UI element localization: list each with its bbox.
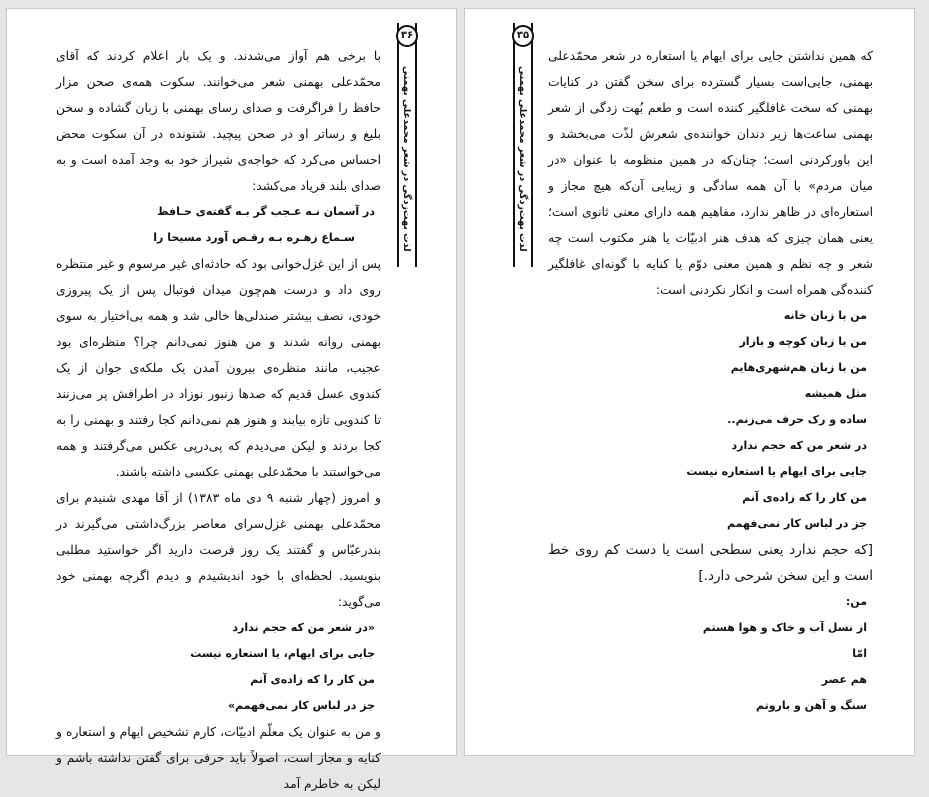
poem-line: سنگ و آهن و باروتم	[755, 699, 867, 712]
paragraph: و امروز (چهار شنبه ۹ دی ماه ۱۳۸۳) از آقا مهدی شنیدم برای محمّدعلی بهمنی غزل‌سرای معاصر بزرگ‌داشتی می‌گیرند در بندرعبّاس و گفتند یک روز فرصت دارید اگر خواستید مطلبی بنویسید. لحظه‌ای با خود اندیشیدم و دیدم اگرچه بهمنی خود می‌گوید:	[56, 491, 381, 609]
poem-line: در شعر من که حجم ندارد	[731, 439, 867, 452]
poem-line: هم عصر	[821, 673, 867, 686]
quoted-line: جز در لباس کار نمی‌فهمم»	[227, 699, 375, 712]
paragraph: پس از این غزل‌خوانی بود که حادثه‌ای غیر مرسوم و غیر منتظره روی داد و درست هم‌چون میدان فوتبال پس از یک پیروزی خودی، نصف بیشتر صندلی‌ها خالی شد و همه بی‌اختیار به سوی بهمنی روانه شدند و من هنوز نمی‌دانم چرا؟ منظره‌ای بود عجیب، مانند منظره‌ی بیرون آمدن یک ملکه‌ی جوان از یک کندوی عسل قدیم که صدها زنبور نوزاد در اطرافش پر می‌زنند تا کندویی تازه بیابند و هنوز هم نمی‌دانم کجا رفتند و بهمنی را به کجا بردند و لیکن می‌دیدم که پی‌درپی عکس می‌گرفتند و همه می‌خواستند با محمّدعلی بهمنی عکسی داشته باشند.	[56, 257, 381, 479]
right-page	[464, 8, 915, 756]
page-number: ۳۶	[396, 25, 418, 47]
running-header-strip	[397, 23, 417, 267]
paragraph: که همین نداشتن جایی برای ایهام یا استعاره در شعر محمّدعلی بهمنی، جایی‌است بسیار گسترده برای سخن گفتن در کنایات بهمنی که سخت غافلگیر کننده است و طعم بُهت زدگی از شعر بهمنی ساعت‌ها زیر دندان خواننده‌ی شعرش لذّت می‌بخشد و این باورکردنی است؛ چنان‌که در همین منظومه با عنوان «در میان مردم» با آن همه سادگی و زیبایی آن‌که هیچ مجاز و استعاره‌ای در ظاهر ندارد، مفاهیم همه دارای معنی ثانوی است؛ یعنی همان چیزی که هدف هنر ادبیّات یا هنر مکتوب است چه شعر و چه نظم و همین معنی دوّم یا کنایه با گونه‌ای غافلگیر کننده‌گی همراه است و انکار نکردنی است:	[548, 49, 873, 297]
bracketed-note: [که حجم ندارد یعنی سطحی است یا دست کم روی خط است و این سخن شرحی دارد.]	[548, 542, 873, 584]
poem-line: از نسل آب و خاک و هوا هستم	[702, 621, 867, 634]
poem-line: من با زبان کوچه و بازار	[739, 335, 867, 348]
running-header: لذت بهت‌زدگی در شعر محمدعلی بهمنی	[401, 66, 412, 252]
left-page	[6, 8, 457, 791]
quoted-line: «در شعر من که حجم ندارد	[232, 621, 375, 634]
poem-line: ساده و رک حرف می‌زنم..	[727, 413, 867, 426]
paragraph: با برخی هم آواز می‌شدند. و یک بار اعلام کردند که آقای محمّدعلی بهمنی شعر می‌خوانند. سکوت همه‌ی صحن مزار حافظ را فراگرفت و صدای رسای بهمنی با زبان گشاده و سخن بلیغ و رساتر او در صحن پیچید. شنونده در آن سکوت محض احساس می‌کرد که خواجه‌ی شیراز خود به وجد آمده است و به صدای بلند فریاد می‌کشد:	[56, 49, 381, 193]
running-header-strip	[513, 23, 533, 267]
page-number: ۳۵	[512, 25, 534, 47]
poem-line: من کار را که زاده‌ی آنم	[742, 491, 867, 504]
poem-line: جایی برای ایهام یا استعاره نیست	[686, 465, 867, 478]
page-body	[56, 43, 381, 797]
poem-line: من با زبان خانه	[783, 309, 867, 322]
poem-line: من:	[845, 595, 867, 608]
page-body	[548, 43, 873, 719]
quoted-line: من کار را که زاده‌ی آنم	[250, 673, 375, 686]
poem-line: مثل همیشه	[804, 387, 867, 400]
running-header: لذت بهت‌زدگی در شعر محمدعلی بهمنی	[517, 66, 528, 252]
quoted-line: جایی برای ایهام، یا استعاره نیست	[190, 647, 375, 660]
paragraph: و من به عنوان یک معلّم ادبیّات، کارم تشخیص ایهام و استعاره و کنایه و مجاز است، اصولاً باید حرفی برای گفتن نداشته باشم و لیکن به خاطرم آمد	[56, 725, 381, 791]
poem-line: من با زبان هم‌شهری‌هایم	[730, 361, 867, 374]
poem-line: جز در لباس کار نمی‌فهمم	[727, 517, 867, 530]
poem-line: امّا	[852, 647, 867, 660]
couplet-line: در آسمان نـه عـجب گر بـه گفته‌ی حـافظ	[157, 205, 375, 218]
couplet-line: سـماع زهـره بـه رقـص آورد مسیحا را	[153, 231, 355, 244]
